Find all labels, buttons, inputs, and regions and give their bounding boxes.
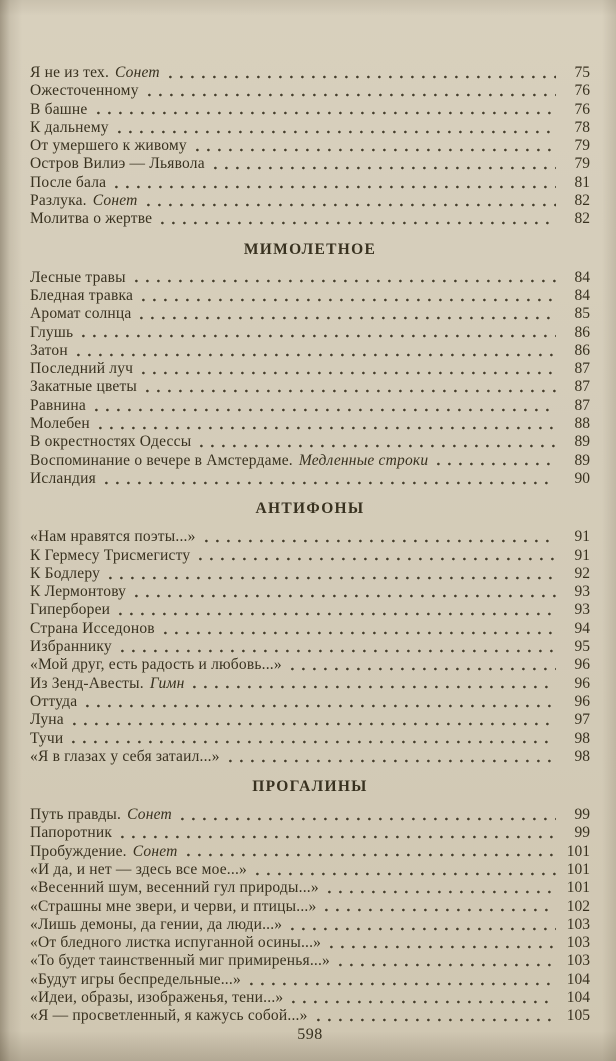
- dot-leader: [109, 576, 556, 580]
- toc-entry: [30, 861, 590, 879]
- entry-page-number: 75: [574, 64, 590, 81]
- dot-leader: [437, 462, 556, 466]
- entry-title: [30, 971, 241, 989]
- entry-page-number: 91: [574, 546, 590, 564]
- dot-leader: [86, 704, 556, 708]
- entry-page-number: 78: [574, 118, 590, 136]
- toc-entry: [30, 843, 590, 861]
- entry-title-text: «Нам нравятся поэты...»: [30, 528, 196, 546]
- entry-title: [30, 583, 126, 601]
- entry-title: [30, 693, 77, 711]
- entry-title-note: Сонет: [127, 806, 172, 824]
- entry-title-text: «Я в глазах у себя затаил...»: [30, 747, 220, 765]
- toc-entry: [30, 397, 590, 415]
- entry-page-number: 86: [574, 341, 590, 359]
- toc-entry: [30, 565, 590, 583]
- toc-entry: [30, 324, 590, 342]
- toc-entry: [30, 155, 590, 173]
- entry-page-number: 79: [574, 137, 590, 155]
- toc-entry: [30, 620, 590, 638]
- dot-leader: [193, 685, 556, 689]
- entry-page-number: 94: [574, 619, 590, 637]
- entry-title-text: «Я — просветленный, я кажусь собой...»: [30, 1007, 308, 1025]
- entry-title-text: Папоротник: [30, 824, 113, 842]
- toc-entry-list: [30, 269, 590, 489]
- toc-entry: [30, 210, 590, 228]
- entry-page-number: 76: [574, 100, 590, 118]
- toc-entry: [30, 192, 590, 210]
- entry-title-text: Ожесточенному: [30, 82, 139, 100]
- entry-title-text: В башне: [30, 100, 88, 118]
- toc-entry: [30, 452, 590, 470]
- toc-entry: [30, 730, 590, 748]
- dot-leader: [196, 148, 556, 152]
- dot-leader: [339, 963, 556, 967]
- dot-leader: [205, 539, 556, 543]
- entry-page-number: 88: [574, 415, 590, 433]
- entry-page-number: 79: [574, 155, 590, 173]
- entry-title: [30, 415, 90, 433]
- entry-title-text: «И да, и нет — здесь все мое...»: [30, 860, 247, 878]
- entry-title: [30, 806, 172, 824]
- toc-entry: [30, 601, 590, 619]
- entry-title: [30, 843, 178, 861]
- entry-title-text: Равнина: [30, 396, 86, 414]
- entry-title: [30, 305, 131, 323]
- section-header: АНТИФОНЫ: [255, 500, 365, 518]
- toc-section: [30, 241, 590, 489]
- entry-page-number: 103: [566, 952, 590, 970]
- dot-leader: [99, 426, 556, 430]
- entry-title: [30, 174, 106, 192]
- toc-entry: [30, 583, 590, 601]
- entry-title-text: Бледная травка: [30, 286, 134, 304]
- section-header: ПРОГАЛИНЫ: [252, 778, 368, 796]
- toc-entry: [30, 934, 590, 952]
- dot-leader: [73, 722, 556, 726]
- entry-title: [30, 137, 187, 155]
- dot-leader: [142, 371, 556, 375]
- toc-entry: [30, 360, 590, 378]
- entry-title-text: «Будут игры беспредельные...»: [30, 970, 241, 988]
- toc-entry: [30, 675, 590, 693]
- entry-title-text: Путь правды.: [30, 806, 122, 824]
- dot-leader: [115, 185, 556, 189]
- entry-page-number: 87: [574, 360, 590, 378]
- entry-title: [30, 360, 133, 378]
- toc-entry: [30, 824, 590, 842]
- toc-entry: [30, 470, 590, 488]
- entry-title-text: Разлука.: [30, 192, 87, 210]
- dot-leader: [328, 890, 556, 894]
- toc-entry: [30, 547, 590, 565]
- entry-title-text: Избраннику: [30, 638, 112, 656]
- entry-page-number: 85: [574, 305, 590, 323]
- entry-title: [30, 730, 63, 748]
- toc-entry-list: [30, 528, 590, 766]
- entry-title: [30, 470, 96, 488]
- entry-page-number: 96: [574, 692, 590, 710]
- entry-page-number: 96: [574, 674, 590, 692]
- entry-page-number: 99: [574, 806, 590, 824]
- entry-page-number: 91: [574, 528, 590, 546]
- dot-leader: [169, 75, 556, 79]
- toc-entry: [30, 528, 590, 546]
- entry-title: [30, 879, 319, 897]
- dot-leader: [187, 853, 556, 857]
- entry-title-text: Остров Вилиэ — Льявола: [30, 155, 205, 173]
- dot-leader: [292, 1000, 556, 1004]
- entry-title-note: Медленные строки: [298, 451, 429, 469]
- entry-page-number: 93: [574, 583, 590, 601]
- entry-title-text: Лесные травы: [30, 268, 126, 286]
- entry-page-number: 93: [574, 601, 590, 619]
- dot-leader: [105, 481, 556, 485]
- entry-title: [30, 287, 133, 305]
- toc-entry: [30, 916, 590, 934]
- entry-page-number: 84: [574, 286, 590, 304]
- entry-title: [30, 748, 220, 766]
- folio-page-number: 598: [297, 1025, 323, 1043]
- dot-leader: [291, 927, 556, 931]
- entry-page-number: 87: [574, 396, 590, 414]
- entry-page-number: 99: [574, 824, 590, 842]
- dot-leader: [121, 649, 556, 653]
- dot-leader: [214, 166, 556, 170]
- toc-entry: [30, 879, 590, 897]
- dot-leader: [330, 945, 556, 949]
- entry-title-text: Аромат солнца: [30, 305, 132, 323]
- entry-title: [30, 82, 139, 100]
- entry-page-number: 96: [574, 656, 590, 674]
- entry-title-text: К Лермонтову: [30, 583, 127, 601]
- entry-title: [30, 433, 191, 451]
- dot-leader: [229, 759, 556, 763]
- toc-entry: [30, 269, 590, 287]
- entry-title-text: Затон: [30, 341, 68, 359]
- dot-leader: [135, 279, 556, 283]
- entry-title-text: Молитва о жертве: [30, 210, 153, 228]
- entry-page-number: 104: [566, 989, 590, 1007]
- entry-title: [30, 711, 64, 729]
- toc-entry: [30, 806, 590, 824]
- entry-title-note: Гимн: [149, 674, 185, 692]
- entry-title-text: Закатные цветы: [30, 378, 138, 396]
- entry-title: [30, 656, 282, 674]
- entry-title-text: «Лишь демоны, да гении, да люди...»: [30, 915, 283, 933]
- entry-title-note: Сонет: [115, 64, 160, 81]
- entry-title-text: К Бодлеру: [30, 564, 101, 582]
- toc-section: [30, 778, 590, 1026]
- dot-leader: [181, 817, 556, 821]
- entry-title: [30, 192, 138, 210]
- dot-leader: [121, 835, 556, 839]
- entry-title-text: К дальнему: [30, 118, 109, 136]
- entry-title-text: В окрестностях Одессы: [30, 433, 192, 451]
- toc-entry: [30, 378, 590, 396]
- toc-entry: [30, 748, 590, 766]
- entry-title-text: Исландия: [30, 469, 96, 487]
- entry-title-text: «Идеи, образы, изображенья, тени...»: [30, 989, 284, 1007]
- dot-leader: [97, 111, 557, 115]
- entry-title-text: «То будет таинственный миг примиренья...»: [30, 952, 331, 970]
- entry-page-number: 92: [574, 564, 590, 582]
- entry-page-number: 103: [566, 934, 590, 952]
- entry-title-text: Гипербореи: [30, 601, 111, 619]
- toc-entry: [30, 82, 590, 100]
- entry-title: [30, 620, 155, 638]
- entry-page-number: 98: [574, 729, 590, 747]
- entry-title: [30, 934, 321, 952]
- entry-title: [30, 675, 184, 693]
- entry-title-note: Сонет: [92, 192, 138, 210]
- dot-leader: [317, 1018, 556, 1022]
- entry-title: [30, 210, 152, 228]
- entry-title: [30, 989, 283, 1007]
- dot-leader: [148, 93, 556, 97]
- entry-title-text: «Страшны мне звери, и черви, и птицы...»: [30, 897, 317, 915]
- entry-title-text: Тучи: [30, 729, 64, 747]
- table-of-contents: [30, 64, 590, 1026]
- toc-entry-list: [30, 806, 590, 1026]
- entry-page-number: 104: [566, 970, 590, 988]
- toc-entry: [30, 952, 590, 970]
- entry-title-text: Последний луч: [30, 360, 134, 378]
- entry-title: [30, 547, 190, 565]
- toc-entry: [30, 137, 590, 155]
- entry-title-text: «От бледного листка испуганной осины...»: [30, 934, 322, 952]
- toc-entry: [30, 711, 590, 729]
- toc-entry: [30, 119, 590, 137]
- entry-title-text: После бала: [30, 173, 107, 191]
- toc-entry: [30, 989, 590, 1007]
- toc-entry: [30, 433, 590, 451]
- entry-title: [30, 638, 112, 656]
- dot-leader: [142, 298, 556, 302]
- dot-leader: [119, 612, 556, 616]
- entry-page-number: 76: [574, 82, 590, 100]
- toc-entry: [30, 342, 590, 360]
- entry-page-number: 90: [574, 469, 590, 487]
- entry-title: [30, 916, 282, 934]
- entry-page-number: 86: [574, 323, 590, 341]
- toc-entry: [30, 971, 590, 989]
- toc-section: [30, 64, 590, 229]
- section-header: МИМОЛЕТНОЕ: [243, 240, 377, 258]
- entry-title-text: Пробуждение.: [30, 842, 127, 860]
- entry-page-number: 101: [566, 860, 590, 878]
- entry-page-number: 103: [566, 915, 590, 933]
- entry-title: [30, 601, 110, 619]
- dot-leader: [147, 203, 556, 207]
- entry-title: [30, 824, 112, 842]
- entry-page-number: 101: [566, 879, 590, 897]
- toc-entry: [30, 898, 590, 916]
- entry-title-text: «Весенний шум, весенний гул природы...»: [30, 879, 319, 897]
- dot-leader: [140, 316, 556, 320]
- dot-leader: [146, 389, 556, 393]
- entry-title: [30, 452, 428, 470]
- toc-section: [30, 500, 590, 766]
- entry-page-number: 87: [574, 378, 590, 396]
- entry-title: [30, 324, 73, 342]
- entry-title: [30, 952, 330, 970]
- toc-entry: [30, 656, 590, 674]
- toc-entry: [30, 64, 590, 82]
- entry-page-number: 89: [574, 433, 590, 451]
- toc-entry: [30, 415, 590, 433]
- toc-entry: [30, 1007, 590, 1025]
- entry-title: [30, 155, 205, 173]
- entry-title: [30, 1007, 308, 1025]
- dot-leader: [72, 740, 556, 744]
- entry-title-text: Страна Исседонов: [30, 619, 155, 637]
- entry-page-number: 101: [566, 842, 590, 860]
- entry-title-text: «Мой друг, есть радость и любовь...»: [30, 656, 282, 674]
- toc-entry: [30, 101, 590, 119]
- toc-entry: [30, 638, 590, 656]
- entry-title-text: Луна: [30, 711, 64, 729]
- entry-title: [30, 64, 160, 82]
- dot-leader: [77, 353, 556, 357]
- dot-leader: [291, 667, 556, 671]
- entry-title: [30, 101, 88, 119]
- entry-title: [30, 342, 68, 360]
- entry-page-number: 82: [574, 192, 590, 210]
- dot-leader: [256, 872, 556, 876]
- toc-entry: [30, 287, 590, 305]
- entry-title: [30, 898, 316, 916]
- entry-page-number: 105: [566, 1007, 590, 1025]
- dot-leader: [200, 444, 556, 448]
- entry-title-text: Из Зенд-Авесты.: [30, 674, 144, 692]
- entry-title: [30, 397, 86, 415]
- entry-title-text: Воспоминание о вечере в Амстердаме.: [30, 451, 293, 469]
- dot-leader: [199, 557, 556, 561]
- dot-leader: [95, 408, 556, 412]
- toc-entry: [30, 693, 590, 711]
- toc-entry-list: [30, 64, 590, 229]
- entry-title: [30, 269, 126, 287]
- entry-title-text: Оттуда: [30, 692, 78, 710]
- entry-title-text: Я не из тех.: [30, 64, 110, 81]
- toc-entry: [30, 305, 590, 323]
- entry-title: [30, 528, 196, 546]
- entry-page-number: 102: [566, 897, 590, 915]
- dot-leader: [161, 221, 556, 225]
- entry-title: [30, 565, 100, 583]
- dot-leader: [82, 334, 556, 338]
- dot-leader: [118, 130, 556, 134]
- entry-page-number: 98: [574, 747, 590, 765]
- entry-title: [30, 119, 109, 137]
- entry-title-text: К Гермесу Трисмегисту: [30, 546, 191, 564]
- dot-leader: [325, 908, 556, 912]
- entry-title: [30, 861, 247, 879]
- entry-title-text: Глушь: [30, 323, 74, 341]
- entry-page-number: 89: [574, 451, 590, 469]
- entry-title: [30, 378, 137, 396]
- entry-title-text: Молебен: [30, 415, 90, 433]
- entry-page-number: 82: [574, 210, 590, 228]
- entry-page-number: 84: [574, 268, 590, 286]
- toc-entry: [30, 174, 590, 192]
- dot-leader: [164, 631, 556, 635]
- entry-title-note: Сонет: [132, 842, 178, 860]
- dot-leader: [250, 982, 556, 986]
- entry-title-text: От умершего к живому: [30, 137, 187, 155]
- entry-page-number: 95: [574, 638, 590, 656]
- entry-page-number: 97: [574, 711, 590, 729]
- dot-leader: [135, 594, 556, 598]
- entry-page-number: 81: [574, 173, 590, 191]
